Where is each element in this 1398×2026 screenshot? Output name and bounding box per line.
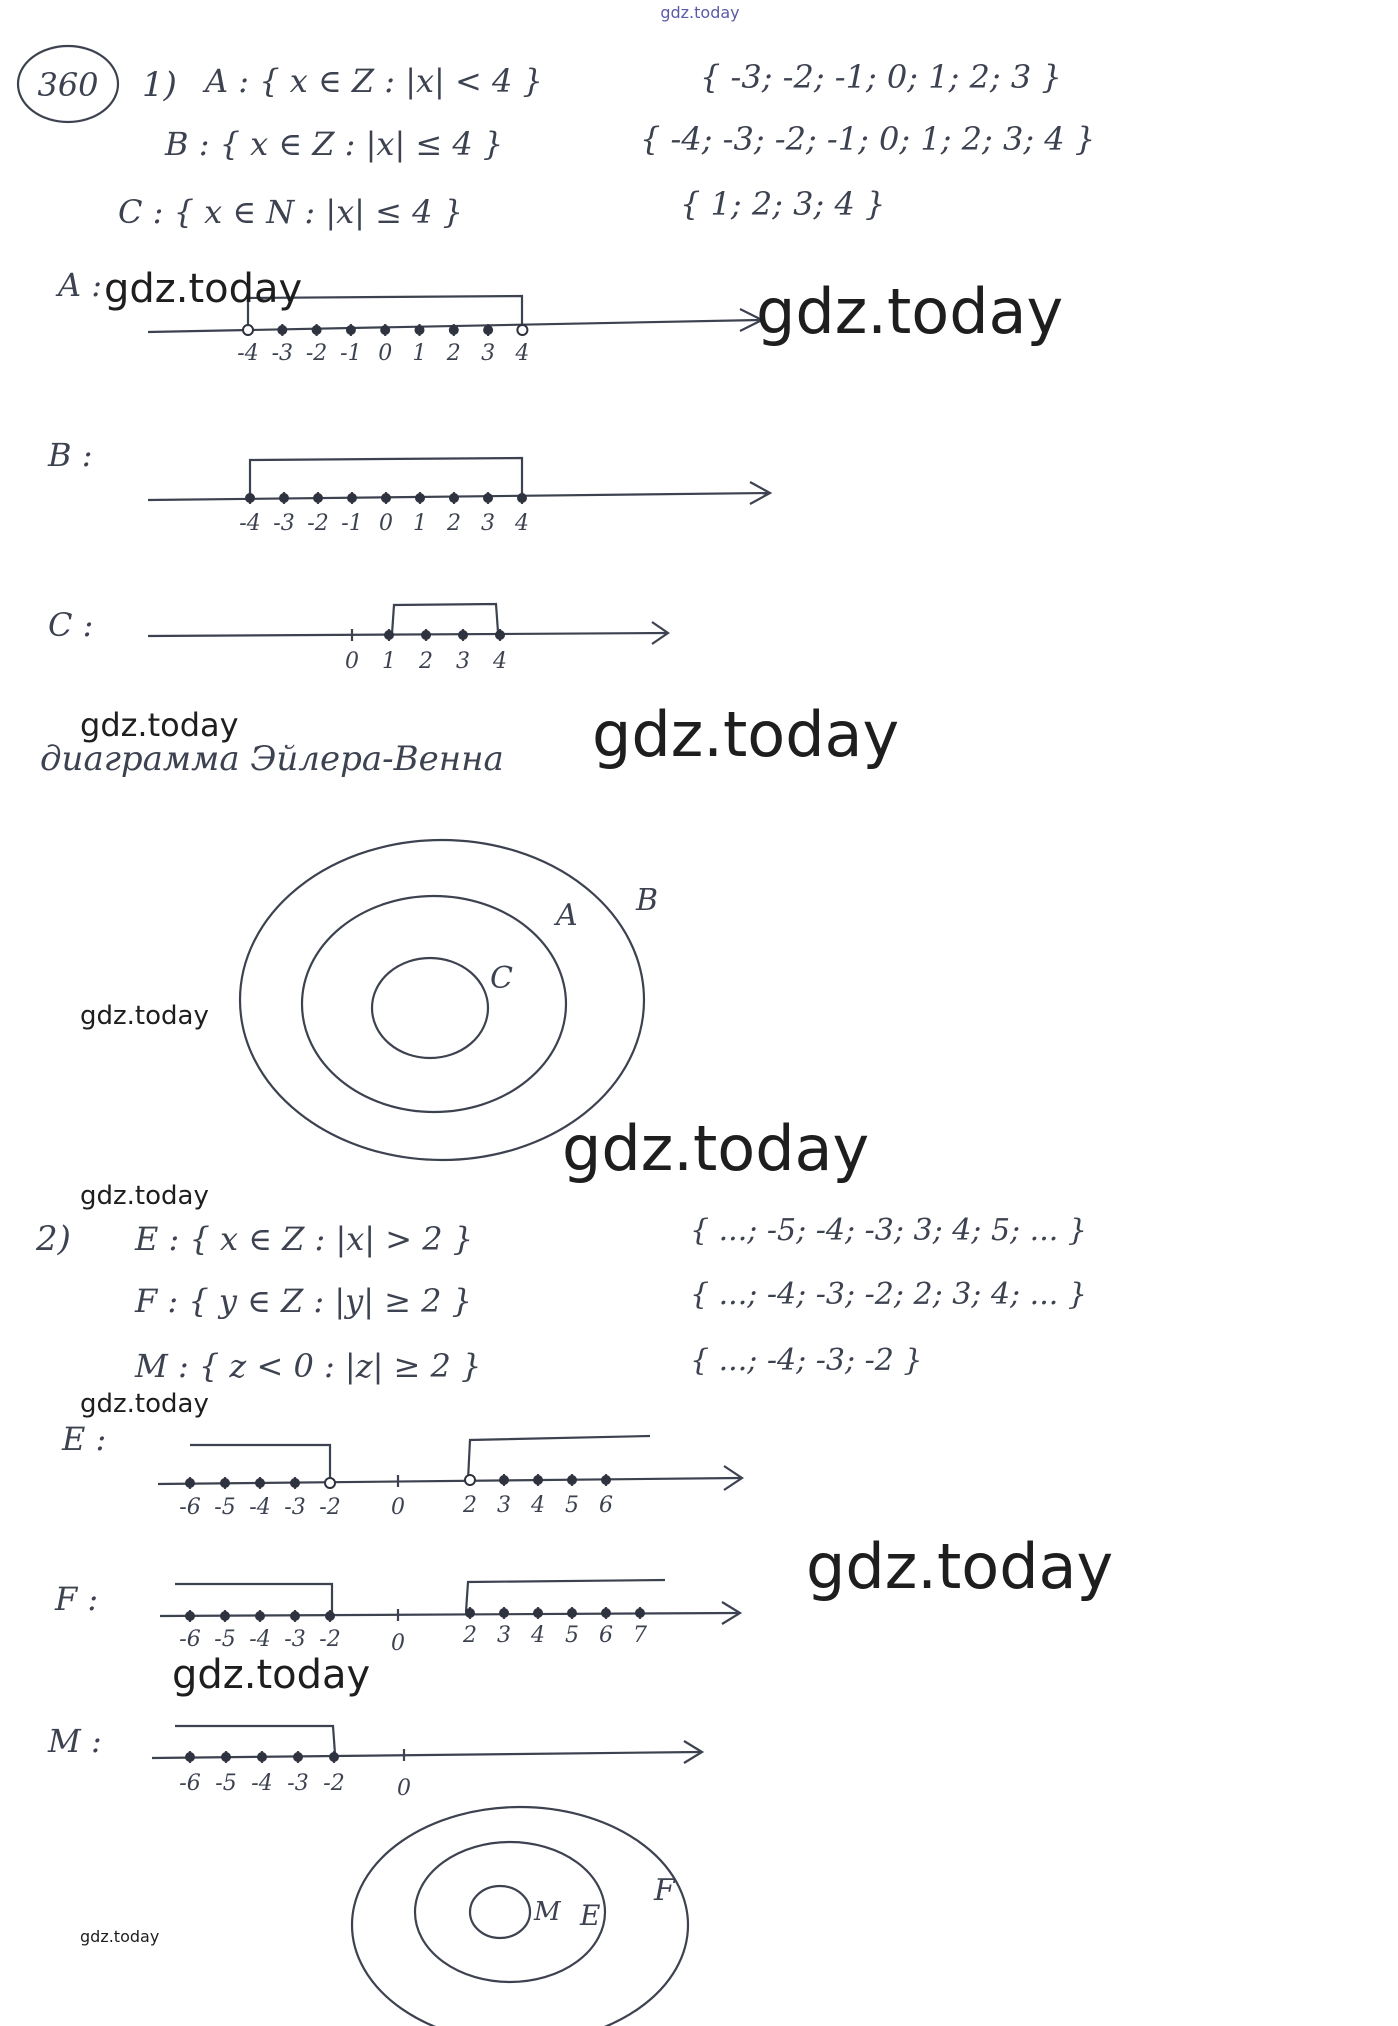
- point-marker: [325, 1478, 335, 1488]
- point-marker: [567, 1608, 577, 1618]
- point-marker: [465, 1475, 475, 1485]
- point-marker: [293, 1752, 303, 1762]
- point-marker: [245, 493, 255, 503]
- venn1-set-c: [372, 958, 488, 1058]
- tick-label: 4: [515, 511, 529, 536]
- point-marker: [220, 1478, 230, 1488]
- point-marker: [346, 325, 356, 335]
- tick-label: -6: [179, 1627, 201, 1652]
- point-marker: [458, 630, 468, 640]
- tick-label: 2: [463, 1493, 477, 1518]
- tick-label: 0: [397, 1776, 411, 1801]
- tick-label: -2: [323, 1771, 345, 1796]
- tick-label: -3: [284, 1495, 306, 1520]
- watermark: gdz.today: [80, 1927, 160, 1946]
- point-marker: [499, 1475, 509, 1485]
- tick-label: 0: [379, 511, 393, 536]
- watermark: gdz.today: [80, 1181, 209, 1211]
- tick-label: 3: [481, 341, 496, 366]
- tick-label: 0: [391, 1495, 405, 1520]
- point-marker: [601, 1475, 611, 1485]
- set-c-definition: C : { x ∈ N : |x| ≤ 4 }: [118, 193, 463, 231]
- point-marker: [601, 1608, 611, 1618]
- set-e-definition: E : { x ∈ Z : |x| > 2 }: [135, 1220, 474, 1258]
- point-marker: [325, 1611, 335, 1621]
- part1-label: 1): [142, 65, 177, 105]
- set-a-definition: A : { x ∈ Z : |x| < 4 }: [205, 62, 543, 100]
- tick-label: 7: [633, 1623, 647, 1648]
- tick-label: 2: [419, 649, 433, 674]
- point-marker: [255, 1478, 265, 1488]
- watermark: gdz.today: [806, 1530, 1114, 1603]
- watermark: gdz.today: [80, 1001, 209, 1031]
- tick-label: -4: [249, 1495, 271, 1520]
- tick-label: 1: [382, 649, 396, 674]
- point-marker: [449, 325, 459, 335]
- number-line-c-label: C :: [48, 606, 94, 644]
- tick-label: 2: [446, 341, 461, 366]
- point-marker: [533, 1475, 543, 1485]
- point-marker: [415, 325, 425, 335]
- point-marker: [312, 325, 322, 335]
- watermark: gdz.today: [172, 1652, 371, 1698]
- watermark: gdz.today: [104, 266, 303, 312]
- tick-label: -2: [319, 1627, 341, 1652]
- set-f-elements: { ...; -4; -3; -2; 2; 3; 4; ... }: [690, 1277, 1087, 1312]
- venn1-set-a: [302, 896, 566, 1112]
- tick-label: -2: [319, 1495, 341, 1520]
- point-marker: [185, 1478, 195, 1488]
- venn1-label-b: B: [636, 883, 659, 918]
- number-line-m-label: M :: [48, 1722, 102, 1760]
- watermark: gdz.today: [80, 706, 239, 744]
- tick-label: -2: [307, 511, 329, 536]
- tick-label: -3: [271, 341, 294, 366]
- number-line-e: [61, 1420, 742, 1520]
- part2-label: 2): [36, 1219, 71, 1259]
- point-marker: [421, 630, 431, 640]
- venn2-label-f: F: [654, 1873, 675, 1908]
- tick-label: -1: [340, 341, 362, 366]
- point-marker: [381, 493, 391, 503]
- tick-label: 5: [565, 1493, 579, 1518]
- set-e-elements: { ...; -5; -4; -3; 3; 4; 5; ... }: [690, 1213, 1087, 1248]
- point-marker: [517, 325, 527, 335]
- point-marker: [257, 1752, 267, 1762]
- point-marker: [329, 1752, 339, 1762]
- tick-label: 6: [599, 1623, 613, 1648]
- point-marker: [533, 1608, 543, 1618]
- point-marker: [384, 630, 394, 640]
- point-marker: [415, 493, 425, 503]
- watermark: gdz.today: [562, 1112, 870, 1185]
- point-marker: [483, 325, 493, 335]
- tick-label: -3: [284, 1627, 306, 1652]
- point-marker: [449, 493, 459, 503]
- problem-number: 360: [37, 66, 99, 104]
- tick-label: 0: [391, 1631, 405, 1656]
- point-marker: [221, 1752, 231, 1762]
- tick-label: 3: [497, 1623, 511, 1648]
- site-label: gdz.today: [660, 3, 740, 22]
- point-marker: [517, 493, 527, 503]
- tick-label: 0: [345, 649, 359, 674]
- venn2-set-f: [352, 1807, 688, 2026]
- number-line-f: [54, 1580, 740, 1656]
- tick-label: -3: [287, 1771, 309, 1796]
- point-marker: [277, 325, 287, 335]
- point-marker: [635, 1608, 645, 1618]
- set-b-elements: { -4; -3; -2; -1; 0; 1; 2; 3; 4 }: [640, 120, 1096, 158]
- point-marker: [313, 493, 323, 503]
- tick-label: 4: [531, 1493, 545, 1518]
- tick-label: -1: [341, 511, 363, 536]
- number-line-b: [47, 436, 770, 536]
- venn2-label-m: M: [534, 1897, 561, 1927]
- tick-label: -2: [305, 341, 328, 366]
- watermark: gdz.today: [592, 698, 900, 771]
- tick-label: -6: [179, 1771, 201, 1796]
- number-line-e-label: E :: [62, 1420, 107, 1458]
- tick-label: -5: [214, 1495, 236, 1520]
- number-line-m: [47, 1722, 702, 1801]
- number-line-a-label: A :: [58, 266, 103, 304]
- point-marker: [347, 493, 357, 503]
- tick-label: 1: [412, 341, 427, 366]
- set-b-definition: B : { x ∈ Z : |x| ≤ 4 }: [165, 125, 504, 163]
- point-marker: [243, 325, 253, 335]
- tick-label: 3: [456, 649, 470, 674]
- venn2-set-e: [415, 1842, 605, 1982]
- venn-diagram-title: диаграмма Эйлера-Венна: [40, 739, 504, 779]
- tick-label: -5: [215, 1771, 237, 1796]
- tick-label: -4: [249, 1627, 271, 1652]
- point-marker: [499, 1608, 509, 1618]
- tick-label: -4: [239, 511, 261, 536]
- watermark: gdz.today: [756, 275, 1064, 348]
- tick-label: 3: [481, 511, 495, 536]
- tick-label: -5: [214, 1627, 236, 1652]
- watermark: gdz.today: [80, 1389, 209, 1419]
- tick-label: 1: [413, 511, 427, 536]
- tick-label: -4: [237, 341, 259, 366]
- number-line-c: [48, 604, 668, 674]
- tick-label: 5: [565, 1623, 579, 1648]
- tick-label: 4: [515, 341, 530, 366]
- set-m-definition: M : { z < 0 : |z| ≥ 2 }: [135, 1347, 482, 1385]
- venn-diagram-2: [352, 1807, 688, 2026]
- venn2-label-e: E: [580, 1899, 601, 1932]
- tick-label: 6: [599, 1493, 613, 1518]
- point-marker: [483, 493, 493, 503]
- tick-label: 2: [447, 511, 461, 536]
- tick-label: -3: [273, 511, 295, 536]
- point-marker: [279, 493, 289, 503]
- venn1-label-c: C: [490, 961, 513, 996]
- number-line-f-label: F :: [55, 1580, 99, 1618]
- tick-label: 4: [531, 1623, 545, 1648]
- tick-label: 2: [463, 1623, 477, 1648]
- set-f-definition: F : { y ∈ Z : |y| ≥ 2 }: [135, 1282, 473, 1320]
- set-a-elements: { -3; -2; -1; 0; 1; 2; 3 }: [700, 58, 1062, 96]
- tick-label: 3: [497, 1493, 511, 1518]
- set-c-elements: { 1; 2; 3; 4 }: [680, 185, 886, 223]
- point-marker: [290, 1478, 300, 1488]
- tick-label: 0: [378, 341, 393, 366]
- tick-label: -4: [251, 1771, 273, 1796]
- point-marker: [495, 630, 505, 640]
- point-marker: [380, 325, 390, 335]
- tick-label: 4: [493, 649, 507, 674]
- venn1-label-a: A: [556, 898, 578, 933]
- point-marker: [465, 1608, 475, 1618]
- tick-label: -6: [179, 1495, 201, 1520]
- venn2-set-m: [470, 1886, 530, 1938]
- point-marker: [185, 1611, 195, 1621]
- number-line-b-label: B :: [48, 436, 93, 474]
- point-marker: [567, 1475, 577, 1485]
- set-m-elements: { ...; -4; -3; -2 }: [690, 1343, 923, 1378]
- point-marker: [290, 1611, 300, 1621]
- point-marker: [255, 1611, 265, 1621]
- point-marker: [185, 1752, 195, 1762]
- point-marker: [220, 1611, 230, 1621]
